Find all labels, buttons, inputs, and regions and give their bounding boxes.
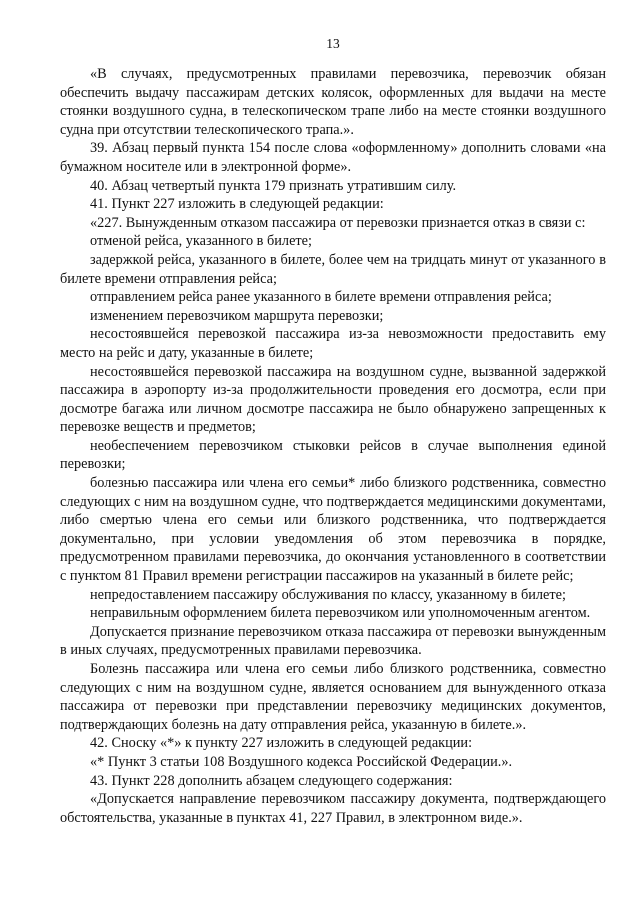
paragraph: Допускается признание перевозчиком отказа пассажира от перевозки вынужденным в иных случаях, предусмотренных правилами перевозчика. xyxy=(60,623,606,659)
paragraph: отправлением рейса ранее указанного в билете времени отправления рейса; xyxy=(90,289,552,306)
paragraph: 39. Абзац первый пункта 154 после слова «оформленному» дополнить словами «на бумажном носителе или в электронной форме». xyxy=(60,140,606,175)
paragraph: 43. Пункт 228 дополнить абзацем следующего содержания: xyxy=(90,772,453,789)
paragraph: задержкой рейса, указанного в билете, более чем на тридцать минут от указанного в билете времени отправления рейса; xyxy=(60,251,606,287)
paragraph: неправильным оформлением билета перевозчиком или уполномоченным агентом. xyxy=(90,605,591,622)
paragraph: 42. Сноску «*» к пункту 227 изложить в следующей редакции: xyxy=(90,735,473,752)
paragraph: отменой рейса, указанного в билете; xyxy=(90,233,312,250)
paragraph: «227. Вынужденным отказом пассажира от перевозки признается отказ в связи с: xyxy=(90,214,586,231)
paragraph: непредоставлением пассажиру обслуживания по классу, указанному в билете; xyxy=(90,586,566,603)
paragraph: изменением перевозчиком маршрута перевозки; xyxy=(90,307,384,324)
paragraph: несостоявшейся перевозкой пассажира из-за невозможности предоставить ему место на рейс и дату, указанные в билете; xyxy=(60,326,606,361)
paragraph: 40. Абзац четвертый пункта 179 признать утратившим силу. xyxy=(90,177,457,194)
paragraph: «В случаях, предусмотренных правилами перевозчика, перевозчик обязан обеспечить выдачу пассажирам детских колясок, оформленных для выдачи на месте стоянки воздушного судна, в телескопическом трапе либо на месте стоянки воздушного судна при отсутствии телескопического трапа.». xyxy=(60,66,606,138)
paragraph: «Допускается направление перевозчиком пассажиру документа, подтверждающего обстоятельства, указанные в пунктах 41, 227 Правил, в электронном виде.». xyxy=(60,791,606,826)
paragraph: болезнью пассажира или члена его семьи* либо близкого родственника, совместно следующих с ним на воздушном судне, что подтверждается медицинскими документами, либо смертью члена его семьи или близкого родственника, что подтверждается документально, при условии уведомления об этом перевозчика в порядке, предусмотренном правилами перевозчика, до окончания установленного в соответствии с пунктом 81 Правил времени регистрации пассажиров на указанный в билете рейс; xyxy=(60,475,606,585)
paragraph: 41. Пункт 227 изложить в следующей редакции: xyxy=(90,196,384,213)
paragraph: Болезнь пассажира или члена его семьи либо близкого родственника, совместно следующих с ним на воздушном судне, является основанием для вынужденного отказа пассажира от перевозки при представлении перевозчику медицинских документов, подтверждающих болезнь на дату отправления рейса, указанную в билете.». xyxy=(60,661,606,733)
paragraph: необеспечением перевозчиком стыковки рейсов в случае выполнения единой перевозки; xyxy=(60,437,606,473)
page-number: 13 xyxy=(326,36,340,51)
document-body xyxy=(60,65,606,827)
paragraph: несостоявшейся перевозкой пассажира на воздушном судне, вызванной задержкой пассажира в аэропорту из-за продолжительности проведения его досмотра, если при досмотре багажа или личном досмотре пассажира не было обнаружено запрещенных к перевозке веществ и предметов; xyxy=(60,363,606,436)
paragraph: «* Пункт 3 статьи 108 Воздушного кодекса Российской Федерации.». xyxy=(90,753,513,770)
